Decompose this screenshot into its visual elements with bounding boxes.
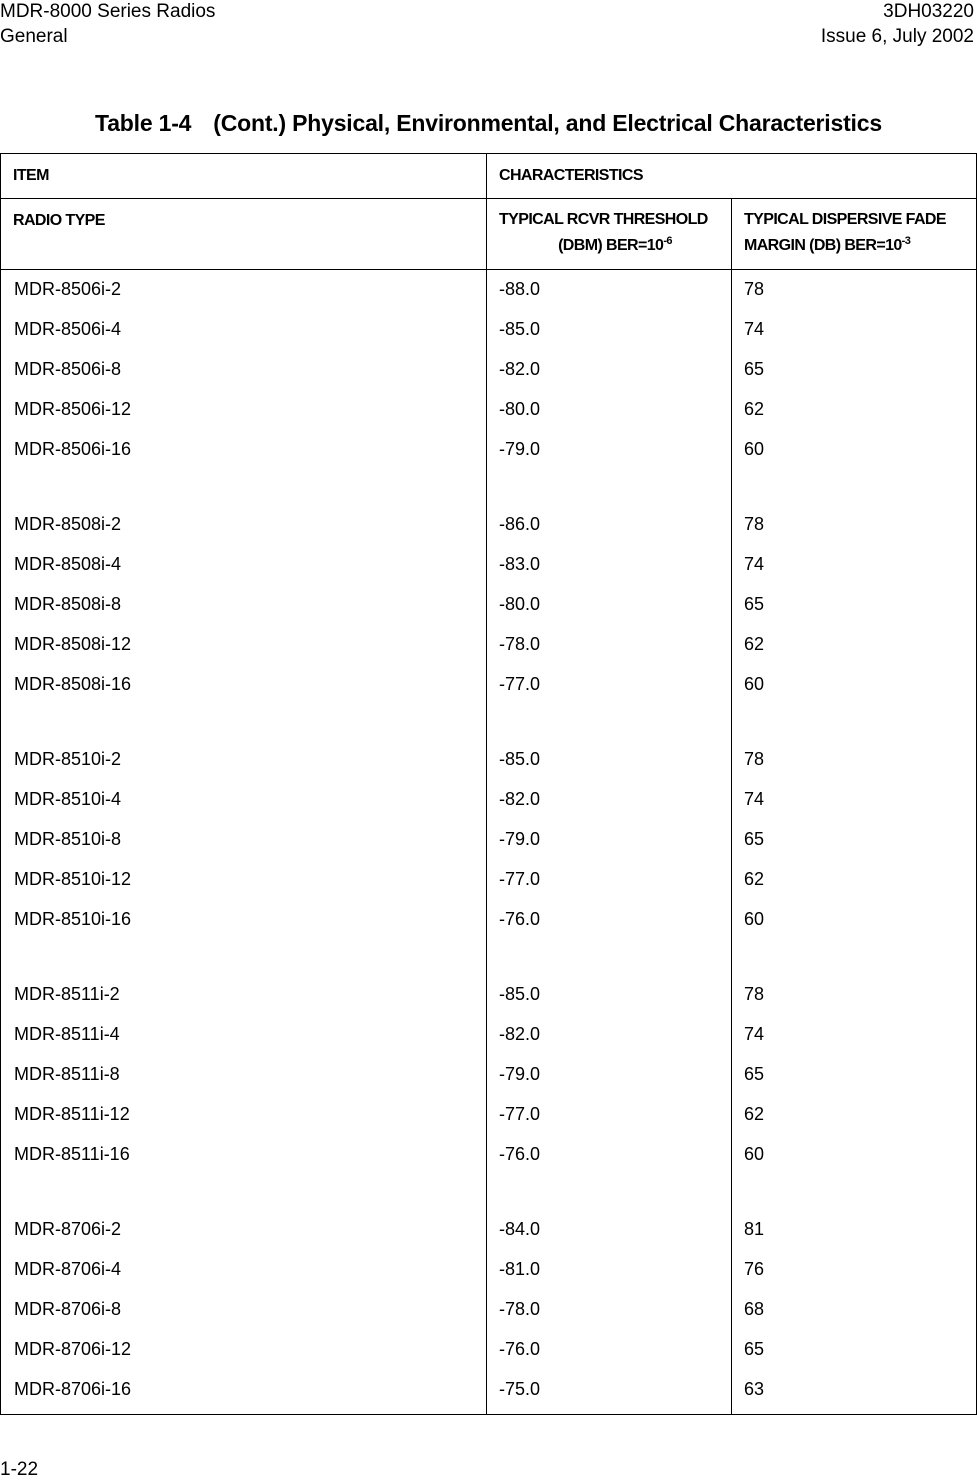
fade-margin-cell: 78 bbox=[744, 514, 765, 534]
threshold-cell: -76.0 bbox=[499, 909, 541, 929]
radio-type-cell: MDR-8511i-8 bbox=[14, 1064, 120, 1084]
fade-margin-cell: 60 bbox=[744, 909, 765, 929]
fade-margin-cell: 78 bbox=[744, 749, 765, 769]
fade-label-base: MARGIN (DB) BER=10 bbox=[744, 237, 902, 254]
fade-margin-cell: 78 bbox=[744, 984, 765, 1004]
fade-margin-list bbox=[732, 270, 976, 1414]
radio-type-cell: MDR-8510i-16 bbox=[14, 909, 132, 929]
header-item-label: ITEM bbox=[13, 167, 49, 184]
document-number: 3DH03220 bbox=[883, 1, 974, 22]
document-section: General bbox=[0, 26, 68, 47]
threshold-cell: -81.0 bbox=[499, 1259, 541, 1279]
threshold-label-line2 bbox=[499, 233, 731, 259]
threshold-cell: -75.0 bbox=[499, 1379, 541, 1399]
threshold-cell: -86.0 bbox=[499, 514, 541, 534]
threshold-cell: -88.0 bbox=[499, 279, 541, 299]
radio-type-cell: MDR-8706i-2 bbox=[14, 1219, 122, 1239]
radio-type-cell: MDR-8510i-2 bbox=[14, 749, 122, 769]
threshold-cell: -85.0 bbox=[499, 984, 541, 1004]
threshold-cell: -79.0 bbox=[499, 439, 541, 459]
threshold-cell: -82.0 bbox=[499, 789, 541, 809]
radio-type-cell: MDR-8510i-12 bbox=[14, 869, 132, 889]
running-header-left bbox=[0, 0, 215, 49]
fade-margin-cell: 76 bbox=[744, 1259, 765, 1279]
header-cell-characteristics bbox=[487, 154, 977, 199]
fade-label-exponent: -3 bbox=[901, 235, 911, 247]
column-header-threshold bbox=[487, 199, 732, 270]
threshold-cell: -77.0 bbox=[499, 674, 541, 694]
page-number: 1-22 bbox=[0, 1459, 39, 1480]
radio-type-cell: MDR-8706i-16 bbox=[14, 1379, 132, 1399]
header-cell-item bbox=[1, 154, 487, 199]
threshold-cell: -79.0 bbox=[499, 1064, 541, 1084]
fade-margin-cell: 65 bbox=[744, 1339, 765, 1359]
fade-margin-cell: 62 bbox=[744, 869, 765, 889]
radio-type-cell: MDR-8510i-4 bbox=[14, 789, 122, 809]
fade-margin-cell: 74 bbox=[744, 319, 765, 339]
radio-type-label: RADIO TYPE bbox=[13, 212, 105, 229]
radio-type-cell: MDR-8511i-4 bbox=[14, 1024, 120, 1044]
fade-margin-cell: 60 bbox=[744, 1144, 765, 1164]
radio-type-cell: MDR-8506i-8 bbox=[14, 359, 122, 379]
fade-margin-cell: 68 bbox=[744, 1299, 765, 1319]
threshold-label-line1: TYPICAL RCVR THRESHOLD bbox=[499, 211, 708, 228]
radio-type-cell: MDR-8508i-2 bbox=[14, 514, 122, 534]
fade-label-line1: TYPICAL DISPERSIVE FADE bbox=[744, 211, 946, 228]
table-header-row bbox=[1, 154, 977, 199]
fade-margin-cell: 78 bbox=[744, 279, 765, 299]
table-caption: (Cont.) Physical, Environmental, and Electrical Characteristics bbox=[213, 110, 882, 136]
fade-label-line2 bbox=[744, 233, 976, 259]
table-body-row bbox=[1, 270, 977, 1415]
radio-type-cell: MDR-8508i-4 bbox=[14, 554, 122, 574]
fade-margin-cell: 74 bbox=[744, 554, 765, 574]
radio-type-column bbox=[1, 270, 487, 1415]
radio-type-cell: MDR-8706i-12 bbox=[14, 1339, 132, 1359]
threshold-label-exponent: -6 bbox=[663, 235, 672, 247]
radio-type-cell: MDR-8508i-12 bbox=[14, 634, 132, 654]
fade-margin-cell: 60 bbox=[744, 674, 765, 694]
threshold-label-base: (DBM) BER=10 bbox=[558, 237, 664, 254]
running-header-right bbox=[821, 0, 974, 49]
radio-type-cell: MDR-8511i-2 bbox=[14, 984, 120, 1004]
threshold-list bbox=[487, 270, 731, 1414]
table-title bbox=[0, 110, 977, 137]
radio-type-list bbox=[1, 270, 486, 1414]
radio-type-cell: MDR-8506i-16 bbox=[14, 439, 132, 459]
threshold-cell: -77.0 bbox=[499, 869, 541, 889]
fade-margin-cell: 62 bbox=[744, 634, 765, 654]
threshold-cell: -85.0 bbox=[499, 319, 541, 339]
document-series: MDR-8000 Series Radios bbox=[0, 1, 216, 22]
radio-type-cell: MDR-8508i-8 bbox=[14, 594, 122, 614]
document-issue: Issue 6, July 2002 bbox=[820, 26, 974, 47]
radio-type-cell: MDR-8706i-8 bbox=[14, 1299, 122, 1319]
threshold-cell: -76.0 bbox=[499, 1144, 541, 1164]
threshold-cell: -78.0 bbox=[499, 634, 541, 654]
threshold-cell: -77.0 bbox=[499, 1104, 541, 1124]
header-characteristics-label: CHARACTERISTICS bbox=[499, 167, 643, 184]
fade-margin-cell: 62 bbox=[744, 399, 765, 419]
fade-margin-cell: 65 bbox=[744, 594, 765, 614]
radio-type-cell: MDR-8510i-8 bbox=[14, 829, 122, 849]
column-header-row bbox=[1, 199, 977, 270]
radio-type-cell: MDR-8506i-12 bbox=[14, 399, 132, 419]
threshold-label bbox=[487, 199, 731, 259]
threshold-cell: -80.0 bbox=[499, 399, 541, 419]
threshold-cell: -82.0 bbox=[499, 1024, 541, 1044]
fade-margin-cell: 62 bbox=[744, 1104, 765, 1124]
radio-type-cell: MDR-8511i-12 bbox=[14, 1104, 130, 1124]
threshold-cell: -85.0 bbox=[499, 749, 541, 769]
fade-margin-cell: 81 bbox=[744, 1219, 765, 1239]
radio-type-cell: MDR-8511i-16 bbox=[14, 1144, 130, 1164]
threshold-cell: -79.0 bbox=[499, 829, 541, 849]
radio-type-cell: MDR-8706i-4 bbox=[14, 1259, 122, 1279]
radio-type-cell: MDR-8506i-4 bbox=[14, 319, 122, 339]
table-number: Table 1-4 bbox=[95, 110, 192, 136]
column-header-radio-type bbox=[1, 199, 487, 270]
fade-margin-label bbox=[732, 199, 976, 259]
fade-margin-cell: 60 bbox=[744, 439, 765, 459]
characteristics-table bbox=[0, 153, 977, 1415]
fade-margin-cell: 63 bbox=[744, 1379, 765, 1399]
column-header-fade-margin bbox=[732, 199, 977, 270]
fade-margin-column bbox=[732, 270, 977, 1415]
threshold-cell: -84.0 bbox=[499, 1219, 541, 1239]
threshold-column bbox=[487, 270, 732, 1415]
threshold-cell: -80.0 bbox=[499, 594, 541, 614]
threshold-cell: -76.0 bbox=[499, 1339, 541, 1359]
fade-margin-cell: 65 bbox=[744, 829, 765, 849]
radio-type-cell: MDR-8506i-2 bbox=[14, 279, 122, 299]
threshold-cell: -78.0 bbox=[499, 1299, 541, 1319]
fade-margin-cell: 74 bbox=[744, 789, 765, 809]
threshold-cell: -83.0 bbox=[499, 554, 541, 574]
fade-margin-cell: 65 bbox=[744, 359, 765, 379]
fade-margin-cell: 74 bbox=[744, 1024, 765, 1044]
fade-margin-cell: 65 bbox=[744, 1064, 765, 1084]
threshold-cell: -82.0 bbox=[499, 359, 541, 379]
radio-type-cell: MDR-8508i-16 bbox=[14, 674, 132, 694]
